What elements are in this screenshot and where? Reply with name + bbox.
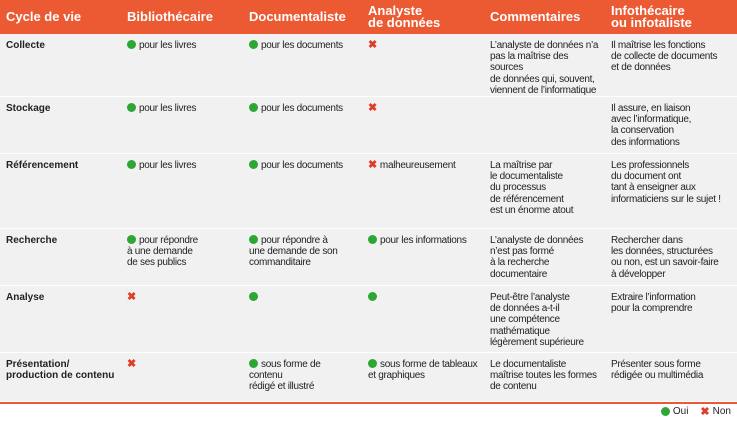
cell-ana bbox=[362, 286, 484, 353]
cell-text: pour répondre à une demande de ses publics bbox=[127, 235, 198, 269]
table-row bbox=[0, 97, 737, 154]
legend-non bbox=[700, 406, 731, 417]
table-row bbox=[0, 154, 737, 229]
cell-ana bbox=[362, 97, 484, 154]
cell-text: pour les livres bbox=[139, 103, 197, 115]
green-dot-icon bbox=[249, 359, 258, 368]
cell-text: pour les documents bbox=[261, 103, 343, 115]
cell-ana bbox=[362, 34, 484, 97]
red-cross-icon: ✖ bbox=[127, 358, 136, 371]
green-dot-icon bbox=[127, 160, 136, 169]
cell-bib bbox=[121, 34, 243, 97]
cell-text: sous forme de tableaux et graphiques bbox=[368, 359, 478, 382]
cell-text: sous forme de contenu rédigé et illustré bbox=[249, 359, 321, 393]
red-cross-icon: ✖ bbox=[700, 405, 710, 418]
cell-text: pour les documents bbox=[261, 160, 343, 172]
header-commentaires: Commentaires bbox=[490, 9, 581, 24]
green-dot-icon bbox=[127, 103, 136, 112]
cell-info: Il assure, en liaison avec l’informatique, la conservation des informations bbox=[611, 103, 692, 148]
cell-comment bbox=[484, 97, 605, 154]
row-label: Analyse bbox=[6, 292, 45, 304]
cell-comment: L’analyste de données n’a pas la maîtrise des sources de données qui, souvent, viennent de l’informatique bbox=[490, 40, 599, 96]
cell-info: Présenter sous forme rédigée ou multimédia bbox=[611, 359, 704, 382]
header-infothecaire: Infothécaire ou infotaliste bbox=[611, 3, 692, 30]
cell-text: pour répondre à une demande de son commanditaire bbox=[249, 235, 338, 269]
table-row bbox=[0, 286, 737, 353]
red-cross-icon: ✖ bbox=[368, 39, 377, 51]
cell-bib bbox=[121, 286, 243, 353]
cell-doc bbox=[243, 353, 362, 401]
legend-oui bbox=[661, 406, 689, 417]
row-label: Stockage bbox=[6, 103, 51, 115]
green-dot-icon bbox=[249, 103, 258, 112]
cell-text: pour les livres bbox=[139, 40, 197, 51]
cell-doc bbox=[243, 229, 362, 286]
cell-bib bbox=[121, 97, 243, 154]
red-cross-icon: ✖ bbox=[127, 291, 136, 304]
bottom-rule bbox=[0, 402, 737, 404]
row-label: Collecte bbox=[6, 40, 45, 51]
green-dot-icon bbox=[127, 235, 136, 244]
green-dot-icon bbox=[249, 40, 258, 49]
cell-comment: La maîtrise par le documentaliste du processus de référencement est un énorme atout bbox=[490, 160, 574, 216]
green-dot-icon bbox=[661, 407, 670, 416]
table-row bbox=[0, 34, 737, 97]
cell-text: malheureusement bbox=[379, 160, 456, 172]
cell-info: Il maîtrise les fonctions de collecte de documents et de données bbox=[611, 40, 718, 74]
cell-ana bbox=[362, 353, 484, 401]
cell-comment: Peut-être l’analyste de données a-t-il une compétence mathématique légèrement supérieure bbox=[490, 292, 584, 348]
header-cycle: Cycle de vie bbox=[6, 9, 82, 24]
header-bibliothecaire: Bibliothécaire bbox=[127, 9, 213, 24]
legend-oui-label: Oui bbox=[672, 406, 689, 417]
row-label: Présentation/ production de contenu bbox=[6, 359, 115, 382]
cell-bib bbox=[121, 353, 243, 401]
cell-text: pour les livres bbox=[139, 160, 197, 172]
table-header-row bbox=[0, 0, 737, 34]
cell-info: Les professionnels du document ont tant à enseigner aux informaticiens sur le sujet ! bbox=[611, 160, 721, 205]
legend-non-label: Non bbox=[712, 406, 731, 417]
cell-info: Extraire l’information pour la comprendre bbox=[611, 292, 696, 315]
green-dot-icon bbox=[368, 359, 377, 368]
cell-ana bbox=[362, 229, 484, 286]
header-documentaliste: Documentaliste bbox=[249, 9, 346, 24]
cell-comment: L’analyste de données n’est pas formé à la recherche documentaire bbox=[490, 235, 584, 280]
green-dot-icon bbox=[249, 160, 258, 169]
red-cross-icon: ✖ bbox=[368, 102, 377, 115]
green-dot-icon bbox=[368, 292, 377, 301]
cell-text: pour les documents bbox=[261, 40, 343, 51]
cell-info: Rechercher dans les données, structurées ou non, est un savoir-faire à développer bbox=[611, 235, 719, 280]
table-row bbox=[0, 229, 737, 286]
cell-doc bbox=[243, 286, 362, 353]
header-analyste: Analyste de données bbox=[368, 3, 441, 30]
green-dot-icon bbox=[249, 292, 258, 301]
cell-bib bbox=[121, 154, 243, 229]
cell-doc bbox=[243, 34, 362, 97]
cell-bib bbox=[121, 229, 243, 286]
green-dot-icon bbox=[368, 235, 377, 244]
cell-comment: Le documentaliste maîtrise toutes les formes de contenu bbox=[490, 359, 597, 393]
red-cross-icon: ✖ bbox=[368, 159, 377, 172]
row-label: Recherche bbox=[6, 235, 58, 247]
cell-doc bbox=[243, 97, 362, 154]
green-dot-icon bbox=[127, 40, 136, 49]
table-row bbox=[0, 353, 737, 401]
cell-doc bbox=[243, 154, 362, 229]
legend bbox=[649, 406, 731, 417]
cell-ana bbox=[362, 154, 484, 229]
green-dot-icon bbox=[249, 235, 258, 244]
cell-text: pour les informations bbox=[380, 235, 467, 247]
row-label: Référencement bbox=[6, 160, 79, 172]
